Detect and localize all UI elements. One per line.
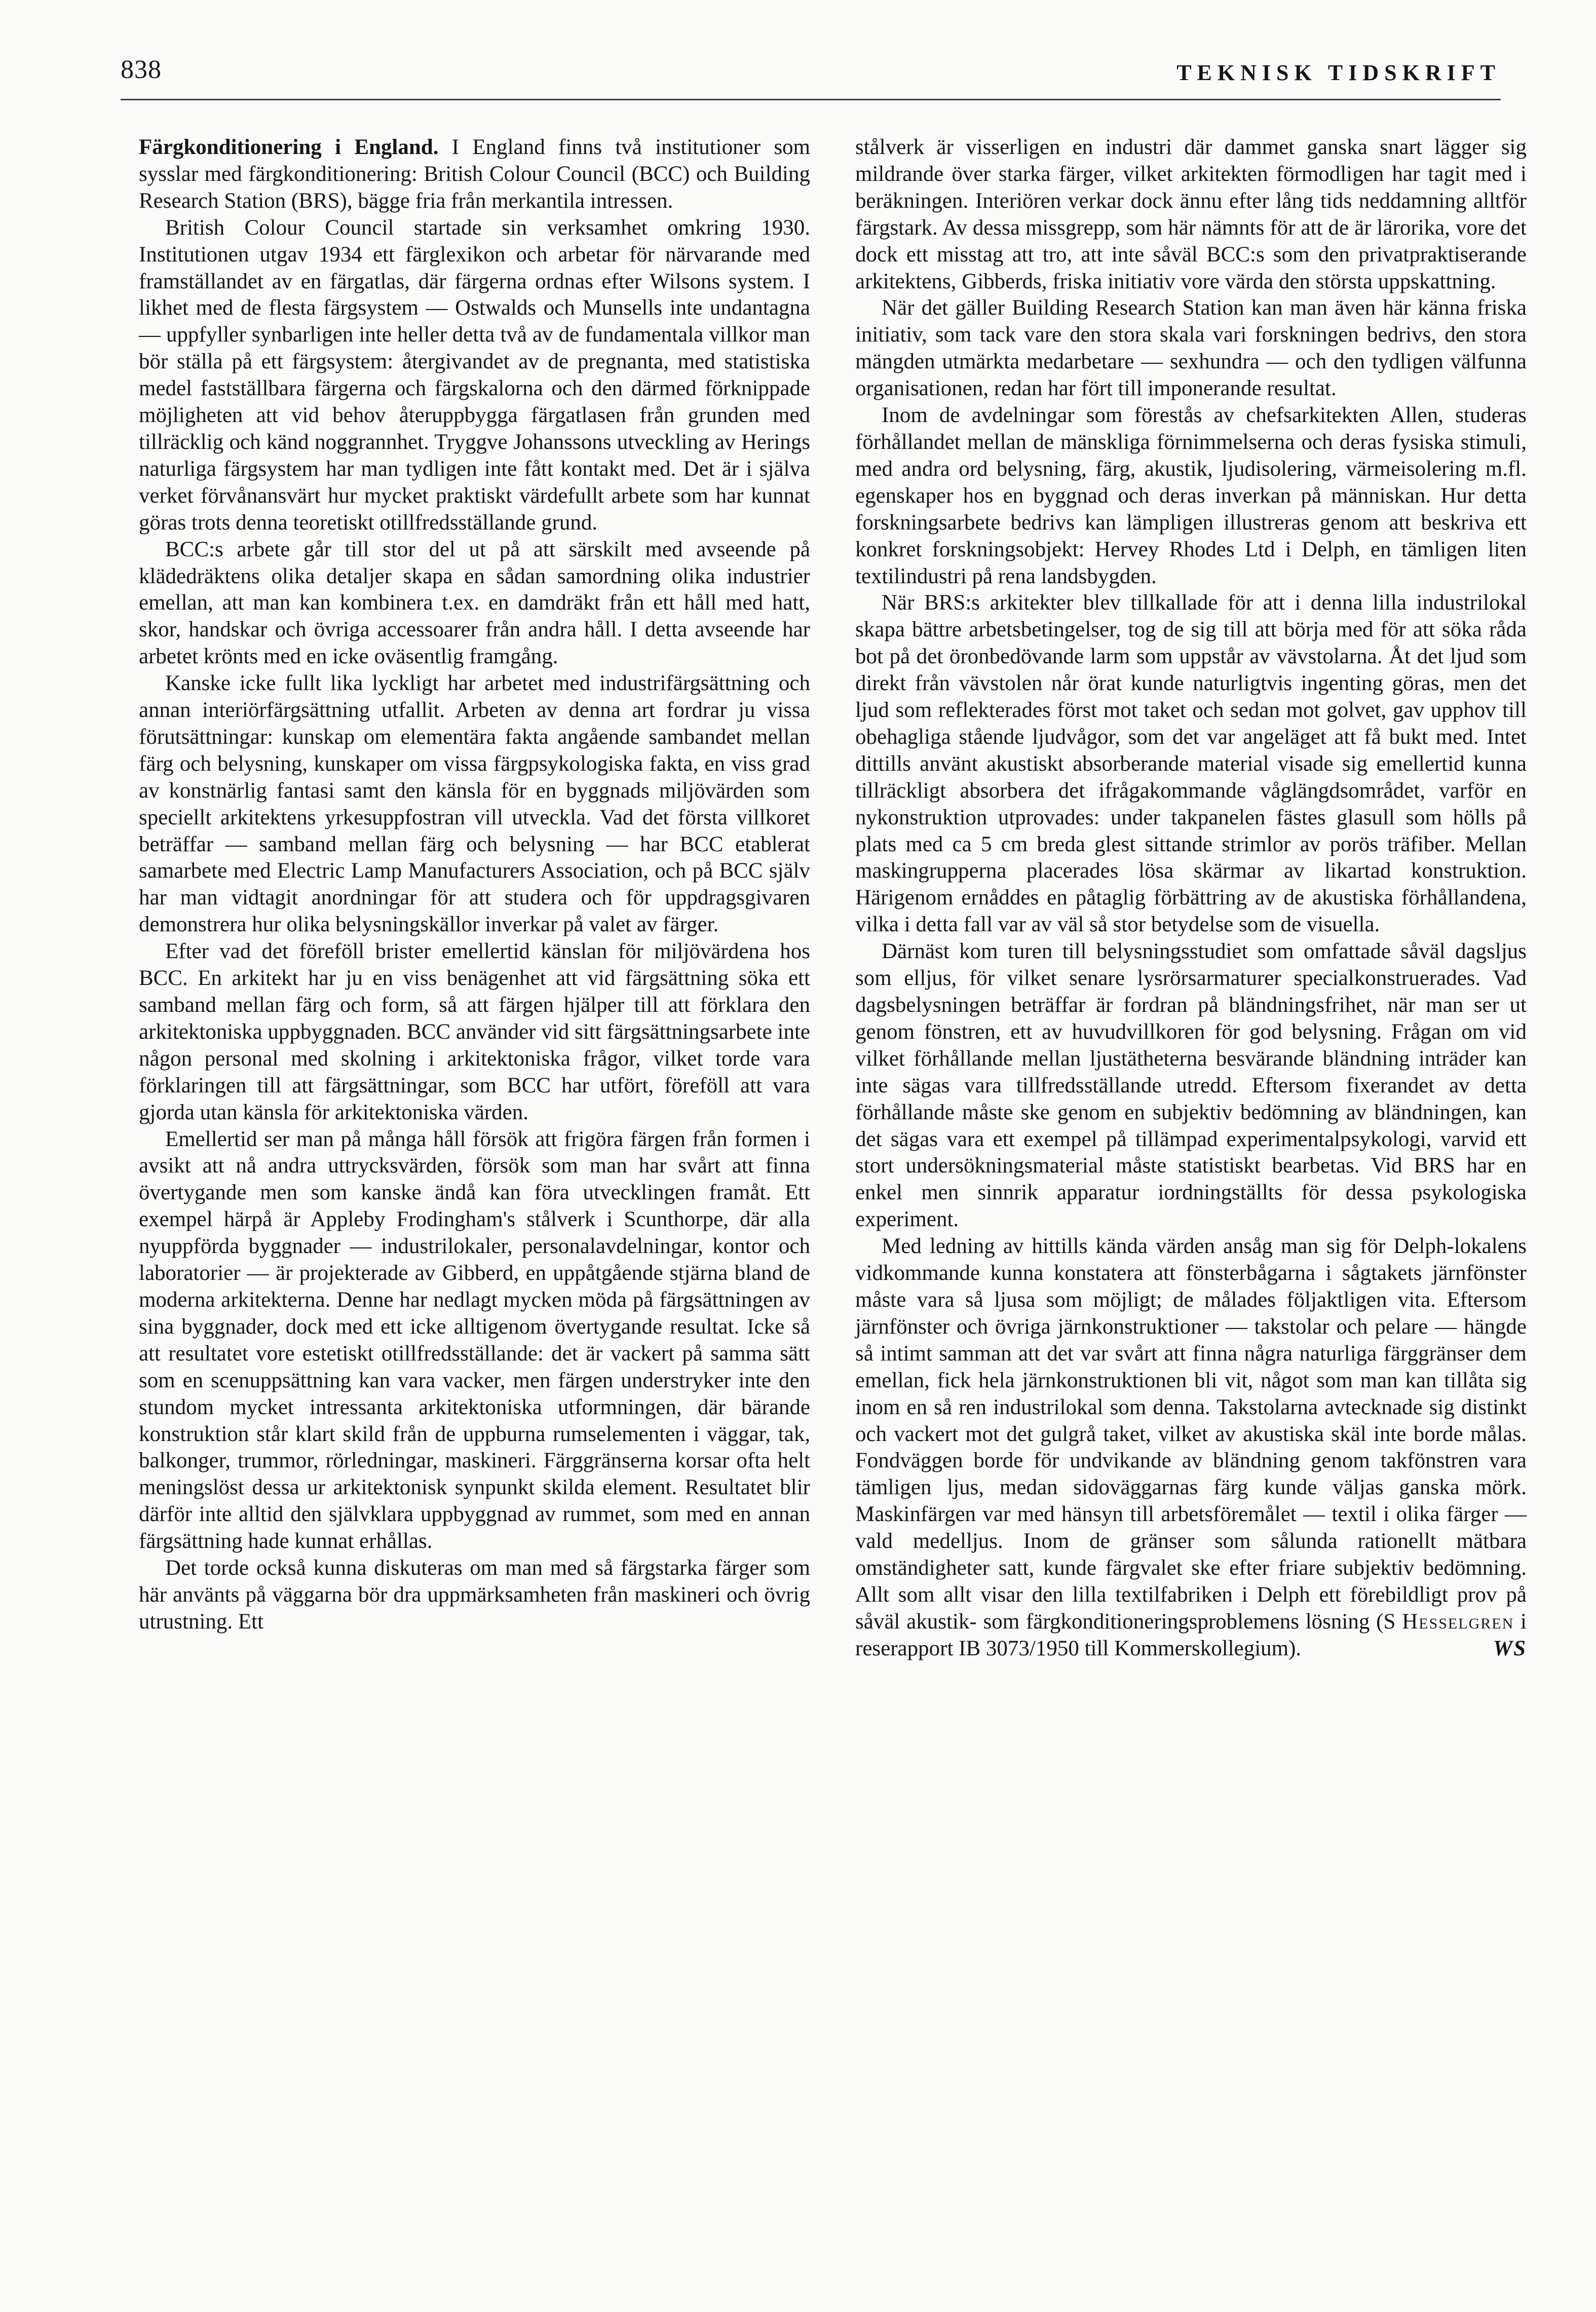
paragraph: stålverk är visserligen en industri där dammet ganska snart lägger sig mildrande över starka färger, vilket arkitekten förmodligen har tagit med i beräkningen. Interiören verkar dock ännu efter lång tids neddamning alltför färgstark. Av dessa missgrepp, som här nämnts för att de är lärorika, vore det dock ett misstag att tro, att inte såväl BCC:s som den privatpraktiserande arkitektens, Gibberds, friska initiativ vore värda den största uppskattning. [855,135,1527,293]
paragraph: BCC:s arbete går till stor del ut på att särskilt med avseende på klädedräktens olika detaljer skapa en sådan samordning olika industrier emellan, att man kan kombinera t.ex. en damdräkt från ett håll med hatt, skor, handskar och övriga accessoarer från andra håll. I detta avseende har arbetet krönts med en icke oväsentlig framgång. [139,537,810,669]
paragraph: Efter vad det föreföll brister emellertid känslan för miljövärdena hos BCC. En arkitekt har ju en viss benägenhet att vid färgsättning söka ett samband mellan färg och form, så att färgen hjälper till att förklara den arkitektoniska uppbyggnaden. BCC använder vid sitt färgsättningsarbete inte någon personal med skolning i arkitektoniska frågor, vilket torde vara förklaringen till att färgsättningar, som BCC har utfört, föreföll att vara gjorda utan känsla för arkitektoniska värden. [139,939,810,1124]
citation-author: Hesselgren [1402,1609,1514,1634]
paragraph: Det torde också kunna diskuteras om man med så färgstarka färger som här använts på väggarna bör dra uppmärksamheten från maskineri och övrig utrustning. Ett [139,1556,810,1634]
left-column [139,134,810,1636]
paragraph: När det gäller Building Research Station kan man även här känna friska initiativ, som tack vare den stora skala vari forskningen bedrivs, den stora mängden utmärkta medarbetare — sexhundra — och den tydligen välfunna organisationen, redan har fört till imponerande resultat. [855,296,1527,401]
paragraph: British Colour Council startade sin verksamhet omkring 1930. Institutionen utgav 1934 ett färglexikon och arbetar för närvarande med framställandet av en färgatlas, där färgerna ordnas efter Wilsons system. I likhet med de flesta färgsystem — Ostwalds och Munsells inte undantagna — uppfyller synbarligen inte heller detta två av de fundamentala villkor man bör ställa på ett färgsystem: återgivandet av de pregnanta, med statistiska medel fastställbara färgerna och färgskalorna och den därmed förknippade möjligheten att vid behov återuppbygga färgatlasen från grunden med tillräcklig och känd noggrannhet. Tryggve Johanssons utveckling av Herings naturliga färgsystem har man tydligen inte fått kontakt med. Det är i själva verket förvånansvärt hur mycket praktiskt värdefullt arbete som har kunnat göras trots denna teoretiskt otillfredsställande grund. [139,215,810,535]
header-rule [121,99,1501,100]
running-title: TEKNISK TIDSKRIFT [1176,60,1501,85]
paragraph-text: I England finns två institutioner som sysslar med färgkonditionering: British Colour Council (BCC) och Building Research Station (BRS), bägge fria från merkantila intressen. [139,135,811,213]
paragraph: När BRS:s arkitekter blev tillkallade för att i denna lilla industrilokal skapa bättre arbetsbetingelser, tog de sig till att börja med för att söka råda bot på det öronbedövande larm som uppstår av vävstolarna. Åt det ljud som direkt från vävstolen når örat kunde naturligtvis ingenting göras, men det ljud som reflekterades först mot taket och sedan mot golvet, gav upphov till obehagliga stående ljudvågor, som det var angeläget att få bukt med. Intet dittills använt akustiskt absorberande material visade sig emellertid kunna tillräckligt absorbera det ifrågakommande våglängdsområdet, varför en nykonstruktion utprovades: under takpanelen fästes glasull som hölls på plats med ca 5 cm breda glest sittande strimlor av porös träfiber. Mellan maskingrupperna placerades lösa skärmar av likartad konstruktion. Härigenom ernåddes en påtaglig förbättring av de akustiska förhållandena, vilka i detta fall var av väl så stor betydelse som de visuella. [855,591,1527,937]
page-number: 838 [121,55,162,84]
paragraph: Emellertid ser man på många håll försök att frigöra färgen från formen i avsikt att nå andra uttrycksvärden, försök som man har svårt att finna övertygande men som kanske ändå kan föra utvecklingen framåt. Ett exempel härpå är Appleby Frodingham's stålverk i Scunthorpe, där alla nyuppförda byggnader — industrilokaler, personalavdelningar, kontor och laboratorier — är projekterade av Gibberd, en uppåtgående stjärna bland de moderna arkitekterna. Denne har nedlagt mycken möda på färgsättningen av sina byggnader, dock med ett icke alltigenom övertygande resultat. Icke så att resultatet vore estetiskt otillfredsställande: det är vackert på samma sätt som en scenuppsättning kan vara vacker, men färgen understryker inte den stundom mycket intressanta arkitektoniska utformningen, där bärande konstruktion står klart skild från de uppburna rumselementen i väggar, tak, balkonger, trummor, rörledningar, maskineri. Färggränserna korsar ofta helt meningslöst dessa ur arkitektonisk synpunkt skilda element. Resultatet blir därför inte alltid den självklara uppbyggnad av rummet, som med en annan färgsättning hade kunnat erhållas. [139,1127,810,1553]
author-signature: WS [1493,1636,1527,1660]
paragraph-text: Med ledning av hittills kända värden ansåg man sig för Delph-lokalens vidkommande kunna konstatera att fönsterbågarna i sågtakets järnfönster måste vara så ljusa som möjligt; de målades följaktligen vita. Eftersom järnfönster och övriga järnkonstruktioner — takstolar och pelare — hängde så intimt samman att det var svårt att finna några naturliga färggränser dem emellan, fick hela järnkonstruktionen bli vit, något som man kan tillåta sig inom en så ren industrilokal som denna. Takstolarna avtecknade sig distinkt och vackert mot det gulgrå taket, vilket av akustiska skäl inte borde målas. Fondväggen borde för undvikande av bländning genom takfönstren vara tämligen ljus, medan sidoväggarnas färg kunde väljas ganska mörk. Maskinfärgen var med hänsyn till arbetsföremålet — textil i olika färger — vald medelljus. Inom de gränser som sålunda rationellt mätbara omständigheter satt, kunde färgvalet ske efter friare subjektiv bedömning. Allt som allt visar den lilla textilfabriken i Delph ett förebildligt prov på såväl akustik- som färgkonditioneringsproblemens lösning (S [855,1234,1527,1634]
paragraph: Inom de avdelningar som förestås av chefsarkitekten Allen, studeras förhållandet mellan de mänskliga förnimmelserna och deras fysiska stimuli, med andra ord belysning, färg, akustik, ljudisolering, värmeisolering m.fl. egenskaper hos en byggnad och deras inverkan på människan. Hur detta forskningsarbete bedrivs kan lämpligen illustreras genom att beskriva ett konkret forskningsobjekt: Hervey Rhodes Ltd i Delph, en tämligen liten textilindustri på rena landsbygden. [855,403,1527,588]
right-column [855,134,1527,1662]
paragraph: Därnäst kom turen till belysningsstudiet som omfattade såväl dagsljus som elljus, för vilket senare lysrörsarmaturer specialkonstruerades. Vad dagsbelysningen beträffar är fordran på bländningsfrihet, när man ser ut genom fönstren, ett av huvudvillkoren för god belysning. Frågan om vid vilket förhållande mellan ljustätheterna besvärande bländning inträder kan inte sägas vara tillfredsställande utredd. Eftersom fixerandet av detta förhållande måste ske genom en subjektiv bedömning av bländningen, kan det sägas vara ett exempel på tillämpad experimentalpsykologi, varvid ett stort undersökningsmaterial måste statistiskt bearbetas. Vid BRS har en enkel men sinnrik apparatur iordningställts för dessa psykologiska experiment. [855,939,1527,1232]
paragraph [855,1233,1527,1662]
article-heading: Färgkonditionering i England. [139,135,439,159]
paragraph: Kanske icke fullt lika lyckligt har arbetet med industrifärgsättning och annan interiörfärgsättning utfallit. Arbeten av denna art fordrar ju vissa förutsättningar: kunskap om elementära fakta angående sambandet mellan färg och belysning, kunskaper om vissa färgpsykologiska fakta, en viss grad av konstnärlig fantasi samt den känsla för en byggnads miljövärden som speciellt arkitektens yrkesuppfostran vill utveckla. Vad det första villkoret beträffar — samband mellan färg och belysning — har BCC etablerat samarbete med Electric Lamp Manufacturers Association, och på BCC själv har man vidtagit anordningar för att studera och för uppdragsgivaren demonstrera hur olika belysningskällor inverkar på valet av färger. [139,671,810,937]
citation-tail: i reserapport IB 3073/1950 till Kommerskollegium). [855,1609,1527,1660]
paragraph [139,134,810,215]
